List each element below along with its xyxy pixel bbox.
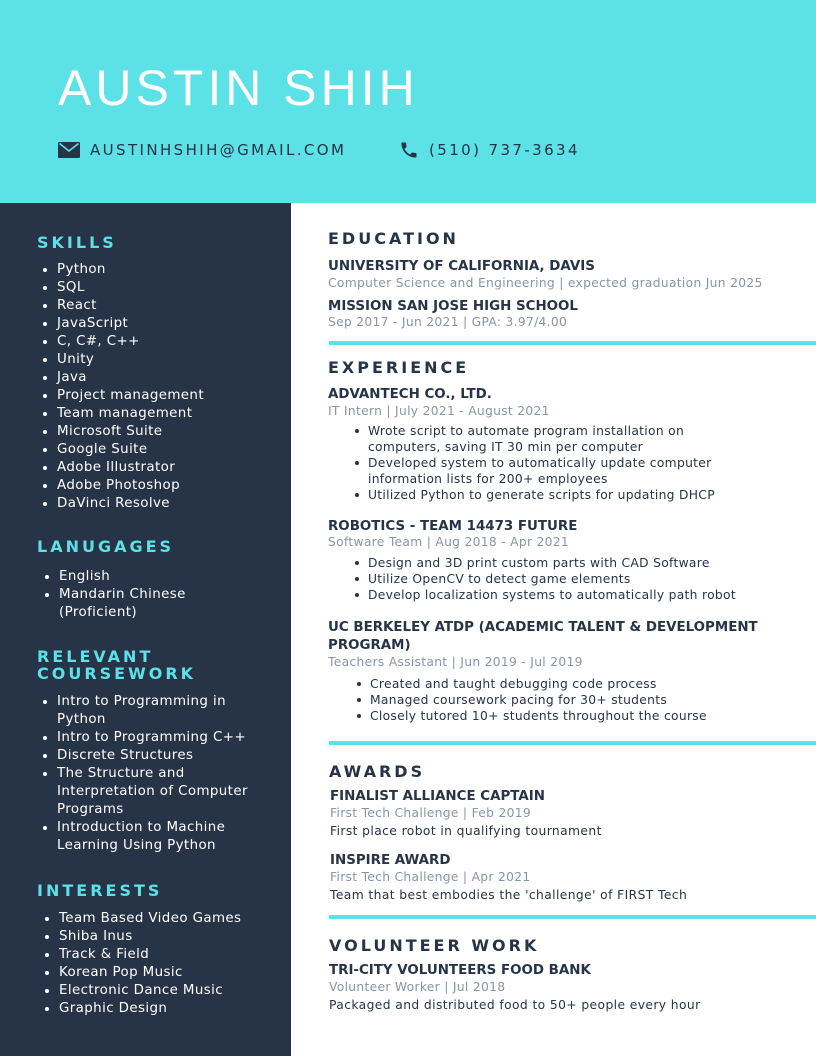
bullet-item: Wrote script to automate program installation on <box>354 423 754 439</box>
bullet-item: Utilized Python to generate scripts for updating DHCP <box>354 487 754 503</box>
award-name: INSPIRE AWARD <box>330 853 451 868</box>
awards-heading: AWARDS <box>329 762 426 781</box>
bullet-item-continued: information lists for 200+ employees <box>368 472 608 486</box>
interest-item: Shiba Inus <box>43 928 241 946</box>
award-name: FINALIST ALLIANCE CAPTAIN <box>330 789 545 804</box>
skill-item: JavaScript <box>41 315 204 333</box>
skills-heading: SKILLS <box>37 233 117 252</box>
interests-heading: INTERESTS <box>37 881 163 900</box>
experience-company: ADVANTECH CO., LTD. <box>328 387 492 402</box>
course-item: Intro to Programming in <box>41 693 248 711</box>
bullet-item: Created and taught debugging code process <box>356 676 756 692</box>
award-description: First place robot in qualifying tournament <box>330 824 602 838</box>
phone-contact[interactable] <box>399 139 580 161</box>
award-detail: First Tech Challenge | Apr 2021 <box>330 870 531 884</box>
skills-list <box>41 261 204 513</box>
coursework-heading-line2: COURSEWORK <box>37 664 197 683</box>
course-item-continued: Interpretation of Computer <box>57 784 248 799</box>
experience-role: IT Intern | July 2021 - August 2021 <box>328 404 550 418</box>
interest-item: Team Based Video Games <box>43 910 241 928</box>
skill-item: Python <box>41 261 204 279</box>
course-item-continued: Python <box>57 712 106 727</box>
experience-role: Teachers Assistant | Jun 2019 - Jul 2019 <box>328 655 583 669</box>
course-item: Introduction to Machine <box>41 819 248 837</box>
skill-item: Adobe Photoshop <box>41 477 204 495</box>
interest-item: Electronic Dance Music <box>43 982 241 1000</box>
language-item-continued: (Proficient) <box>59 605 137 620</box>
education-school-detail: Sep 2017 - Jun 2021 | GPA: 3.97/4.00 <box>328 315 568 329</box>
skill-item: Microsoft Suite <box>41 423 204 441</box>
bullet-item: Develop localization systems to automatically path robot <box>354 587 754 603</box>
language-item: English <box>43 568 186 586</box>
skill-item: Java <box>41 369 204 387</box>
skill-item: Unity <box>41 351 204 369</box>
resume-header <box>0 0 816 203</box>
volunteer-heading: VOLUNTEER WORK <box>329 936 540 955</box>
skill-item: DaVinci Resolve <box>41 495 204 513</box>
experience-bullets <box>354 555 754 603</box>
section-divider <box>329 341 816 345</box>
skill-item: C, C#, C++ <box>41 333 204 351</box>
email-contact[interactable] <box>58 139 346 161</box>
interest-item: Korean Pop Music <box>43 964 241 982</box>
experience-bullets <box>354 423 754 503</box>
award-detail: First Tech Challenge | Feb 2019 <box>330 806 531 820</box>
course-item: The Structure and <box>41 765 248 783</box>
course-item-continued: Programs <box>57 802 124 817</box>
email-text: AUSTINHSHIH@GMAIL.COM <box>90 141 347 159</box>
volunteer-description: Packaged and distributed food to 50+ people every hour <box>329 998 701 1012</box>
coursework-heading <box>37 648 196 682</box>
education-school-detail: Computer Science and Engineering | expected graduation Jun 2025 <box>328 276 763 290</box>
bullet-item: Managed coursework pacing for 30+ students <box>356 692 756 708</box>
volunteer-org: TRI-CITY VOLUNTEERS FOOD BANK <box>329 963 591 978</box>
languages-list <box>43 568 186 622</box>
course-item-continued: Learning Using Python <box>57 838 216 853</box>
interests-list <box>43 910 241 1018</box>
skill-item: Project management <box>41 387 204 405</box>
skill-item: Team management <box>41 405 204 423</box>
course-item: Discrete Structures <box>41 747 248 765</box>
experience-company: ROBOTICS - TEAM 14473 FUTURE <box>328 519 578 534</box>
interest-item: Graphic Design <box>43 1000 241 1018</box>
education-heading: EDUCATION <box>328 229 459 248</box>
experience-heading: EXPERIENCE <box>328 358 470 377</box>
candidate-name: AUSTIN SHIH <box>58 60 419 116</box>
education-school-name: MISSION SAN JOSE HIGH SCHOOL <box>328 299 578 314</box>
coursework-list <box>41 693 248 855</box>
course-item: Intro to Programming C++ <box>41 729 248 747</box>
language-item: Mandarin Chinese <box>43 586 186 604</box>
envelope-icon <box>58 142 80 158</box>
main-content <box>291 203 816 1056</box>
bullet-item: Developed system to automatically update computer <box>354 455 754 471</box>
bullet-item: Utilize OpenCV to detect game elements <box>354 571 754 587</box>
experience-company <box>328 619 768 655</box>
education-school-name: UNIVERSITY OF CALIFORNIA, DAVIS <box>328 259 595 274</box>
phone-icon <box>399 140 419 160</box>
volunteer-detail: Volunteer Worker | Jul 2018 <box>329 980 506 994</box>
interest-item: Track & Field <box>43 946 241 964</box>
section-divider <box>329 915 816 919</box>
experience-bullets <box>356 676 756 724</box>
coursework-heading-line1: RELEVANT <box>37 647 154 666</box>
sidebar <box>0 203 291 1056</box>
skill-item: Adobe Illustrator <box>41 459 204 477</box>
bullet-item: Closely tutored 10+ students throughout the course <box>356 708 756 724</box>
experience-role: Software Team | Aug 2018 - Apr 2021 <box>328 535 570 549</box>
section-divider <box>329 741 816 745</box>
award-description: Team that best embodies the 'challenge' of FIRST Tech <box>330 888 688 902</box>
bullet-item-continued: computers, saving IT 30 min per computer <box>368 440 644 454</box>
experience-company-line2: PROGRAM) <box>328 638 411 653</box>
bullet-item: Design and 3D print custom parts with CAD Software <box>354 555 754 571</box>
skill-item: React <box>41 297 204 315</box>
languages-heading: LANUGAGES <box>37 537 175 556</box>
experience-company-line1: UC BERKELEY ATDP (ACADEMIC TALENT & DEVELOPMENT <box>328 620 758 635</box>
phone-text: (510) 737-3634 <box>429 141 580 159</box>
skill-item: SQL <box>41 279 204 297</box>
skill-item: Google Suite <box>41 441 204 459</box>
